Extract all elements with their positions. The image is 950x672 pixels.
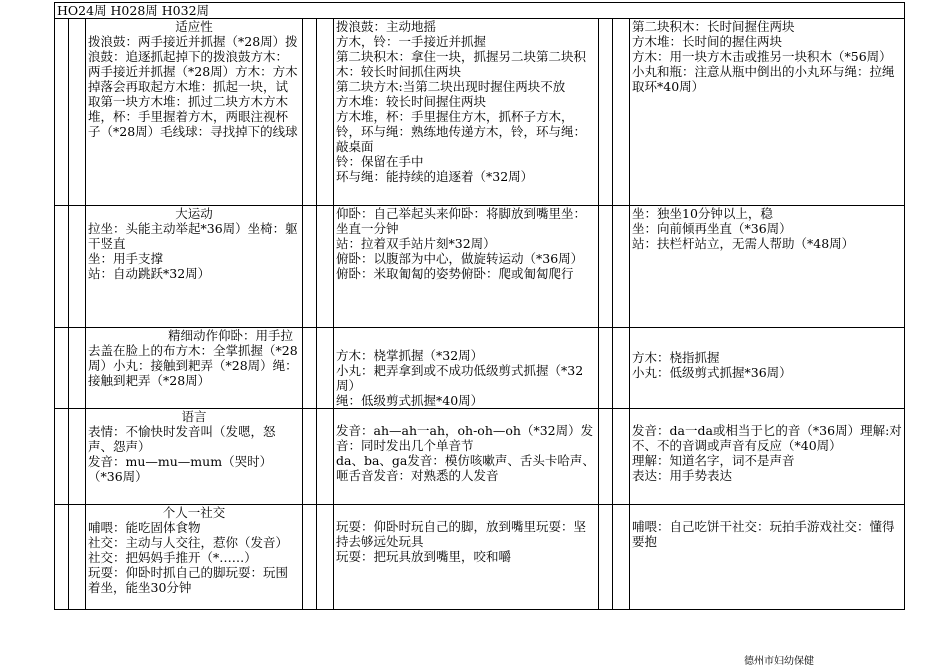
blank-cell [613,409,630,505]
milestone-line: 理解：知道名字，词不是声音 [632,453,795,468]
milestone-line: 方木，铃：一手接近并抓握 [336,34,487,49]
milestone-line: 玩耍：仰卧时抓自己的脚玩耍：玩围着坐，能坐30分钟 [88,565,289,595]
section-title: 个人一社交 [162,505,226,520]
footer-org: 德州市妇幼保健 [744,656,814,667]
milestone-line: 方木堆：较长时间握住两块 [336,94,487,109]
section-title: 语言 [181,409,207,424]
milestone-line: 发音：da一da或相当于匕的音（*36周）理解:对不、不的音调或声音有反应（*40周） [632,423,902,453]
blank-cell [69,206,86,328]
fine-motor-col1 [86,328,303,409]
blank-cell [55,409,69,505]
milestone-line: 坐：独坐10分钟以上，稳 [632,206,773,221]
milestone-line: 方木：桡掌抓握（*32周） [336,348,484,363]
blank-cell [317,328,334,409]
milestone-line: 拨浪鼓：主动地摇 [336,19,437,34]
milestone-line: 哺喂：自己吃饼干社交：玩拍手游戏社交：懂得要抱 [632,519,895,549]
milestone-line: 表情：不愉快时发音叫（发嗯，怒声、怨声） [88,424,276,454]
milestone-line: 第二块方木:当第二块出现时握住两块不放 [336,79,566,94]
header-row [55,3,905,19]
gross-motor-col1 [86,206,303,328]
row-language [55,409,905,505]
milestone-line: 仰卧：自己举起头来仰卧：将脚放到嘴里坐：坐直一分钟 [336,206,587,236]
milestone-line: 玩耍：仰卧时玩自己的脚，放到嘴里玩耍：坚持去够远处玩具 [336,519,587,549]
blank-cell [613,328,630,409]
blank-cell [303,409,317,505]
blank-cell [69,409,86,505]
adaptive-col1 [86,19,303,206]
milestone-line: 方木：用一块方木击或推另一块积木（*56周） [632,49,892,64]
blank-cell [317,19,334,206]
section-title: 适应性 [175,19,213,34]
blank-cell [303,206,317,328]
blank-cell [303,505,317,610]
row-fine-motor [55,328,905,409]
milestone-line: 哺喂：能吃固体食物 [88,520,201,535]
milestone-line: 拉坐：头能主动举起*36周）坐椅：躯干竖直 [88,221,298,251]
language-col2 [334,409,599,505]
blank-cell [55,328,69,409]
milestone-line: 发音：mu—mu—mum（哭时）（*36周） [88,454,273,484]
blank-cell [599,328,613,409]
fine-motor-col3 [630,328,905,409]
milestone-line: 方木：桡指抓握 [632,350,720,365]
blank-cell [55,505,69,610]
milestone-line: 第二块积木：长时间握住两块 [632,19,795,34]
milestone-line: 小丸：低级剪式抓握*36周） [632,365,792,380]
milestone-line: 俯卧：以腹部为中心，做旋转运动（*36周） [336,251,584,266]
milestone-line: 社交：主动与人交往，惹你（发音） [88,535,289,550]
adaptive-col3 [630,19,905,206]
personal-social-col3 [630,505,905,610]
milestone-line: 俯卧：米取匍匐的姿势俯卧：爬或匍匐爬行 [336,266,574,281]
blank-cell [599,505,613,610]
section-title: 大运动 [175,206,213,221]
milestone-line: 方木堆：长时间的握住两块 [632,34,783,49]
blank-cell [55,19,69,206]
adaptive-col2 [334,19,599,206]
gross-motor-col3 [630,206,905,328]
milestone-line: 环与绳：能持续的追逐着（*32周） [336,169,534,184]
assessment-table [54,2,905,610]
blank-cell [303,328,317,409]
milestone-line: 方木堆，杯：手里握住方木，抓杯子方木，铃，环与绳：熟练地传递方木，铃，环与绳：敲桌面 [336,109,587,154]
milestone-line: da、ba、ga发音：模仿咳嗽声、舌头卡哈声、咂舌音发音：对熟悉的人发音 [336,453,595,483]
blank-cell [613,19,630,206]
milestone-line: 铃：保留在手中 [336,154,424,169]
fine-motor-col2 [334,328,599,409]
milestone-line: 拨浪鼓：两手接近并抓握（*28周）拨浪鼓：追逐抓起掉下的拨浪鼓方木：两手接近并抓握（*28周）方木：方木掉落会再取起方木堆：抓起一块，试取第一块方木堆：抓过二块方木方木堆，杯：手里握着方木，两眼注视杯子（*28周）毛线球：寻找掉下的线球 [88,34,298,139]
language-col3 [630,409,905,505]
blank-cell [69,19,86,206]
personal-social-col2 [334,505,599,610]
milestone-line: 发音：ah—ah一ah，oh-oh—oh（*32周）发音：同时发出几个单音节 [336,423,594,453]
milestone-line: 坐：用手支撑 [88,251,164,266]
blank-cell [613,505,630,610]
milestone-line: 小丸：耙弄拿到或不成功低级剪式抓握（*32周） [336,363,584,393]
milestone-line: 小丸和瓶：注意从瓶中倒出的小丸环与绳：拉绳取环*40周） [632,64,895,94]
milestone-line: 站：扶栏杆站立，无需人帮助（*48周） [632,236,855,251]
personal-social-col1 [86,505,303,610]
blank-cell [613,206,630,328]
blank-cell [303,19,317,206]
milestone-line: 表达：用手势表达 [632,468,733,483]
milestone-line: 站：拉着双手站片刻*32周） [336,236,496,251]
assessment-sheet [54,2,904,608]
blank-cell [317,206,334,328]
milestone-line: 第二块积木：拿住一块，抓握另二块第二块积木：较长时间抓住两块 [336,49,587,79]
blank-cell [69,328,86,409]
milestone-line: 站：自动跳跃*32周） [88,266,211,281]
gross-motor-col2 [334,206,599,328]
language-col1 [86,409,303,505]
blank-cell [69,505,86,610]
blank-cell [55,206,69,328]
milestone-line: 社交：把妈妈手推开（*……） [88,550,257,565]
row-adaptive [55,19,905,206]
row-personal-social [55,505,905,610]
week-header: HO24周 H028周 H032周 [55,3,905,19]
blank-cell [599,206,613,328]
row-gross-motor [55,206,905,328]
milestone-line: 绳：低级剪式抓握*40周） [336,393,484,408]
milestone-line: 坐：向前倾再坐直（*36周） [632,221,792,236]
blank-cell [599,409,613,505]
milestone-line: 玩耍：把玩具放到嘴里，咬和嚼 [336,549,512,564]
milestone-line: 精细动作仰卧：用手拉去盖在脸上的布方木：全掌抓握（*28周）小丸：接触到耙弄（*28周）绳：接触到耙弄（*28周） [88,328,298,388]
blank-cell [599,19,613,206]
blank-cell [317,409,334,505]
blank-cell [317,505,334,610]
